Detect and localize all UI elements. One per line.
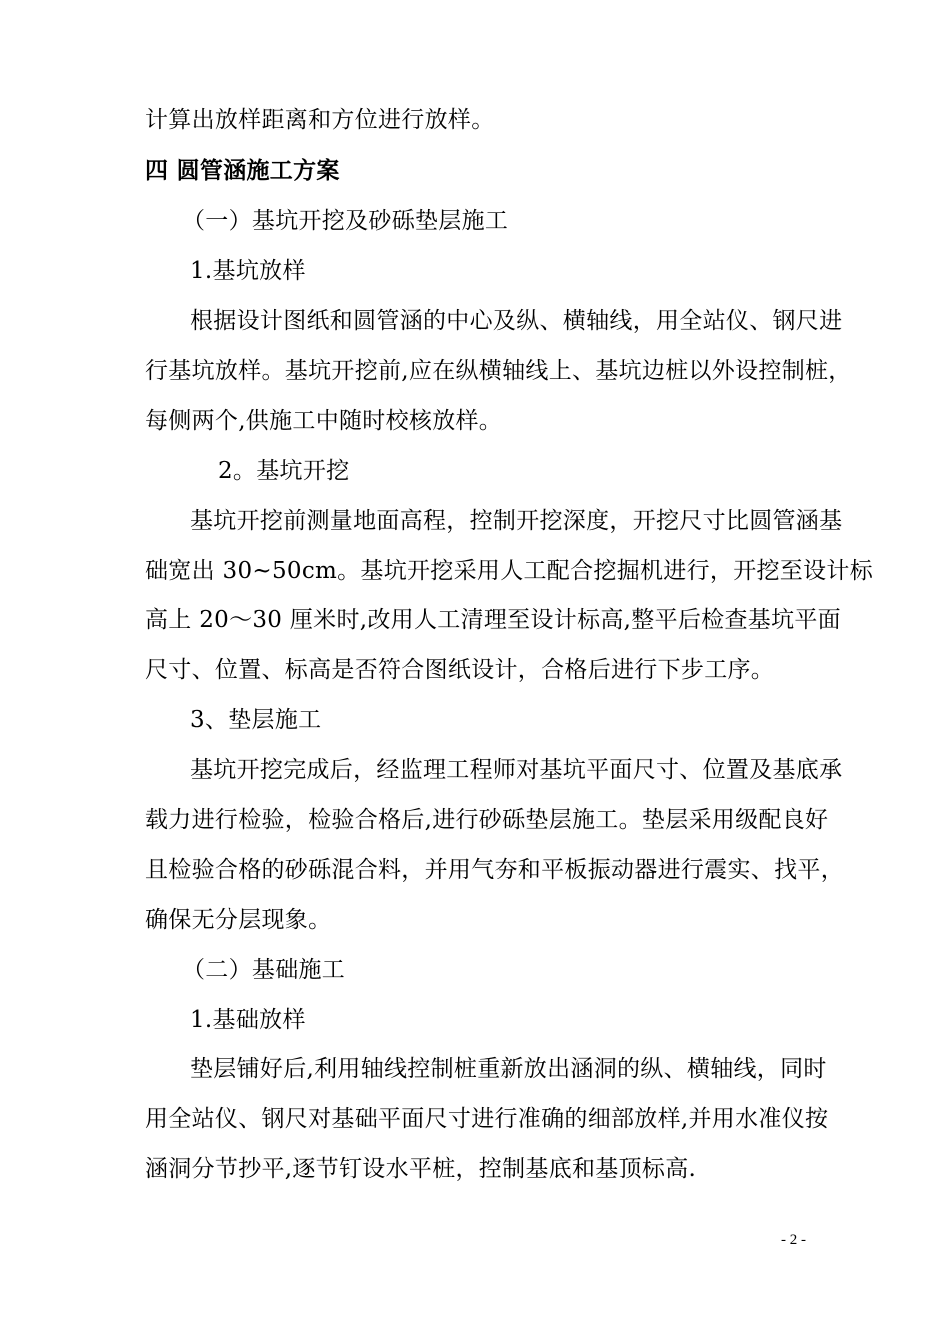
- paragraph-line: 础宽出 30~50cm。基坑开挖采用人工配合挖掘机进行，开挖至设计标: [145, 558, 874, 584]
- section-heading: 四 圆管涵施工方案: [145, 158, 340, 184]
- paragraph-line: 涵洞分节抄平,逐节钉设水平桩，控制基底和基顶标高.: [145, 1156, 697, 1182]
- item-heading: 2。基坑开挖: [218, 458, 350, 484]
- paragraph-line: 用全站仪、钢尺对基础平面尺寸进行准确的细部放样,并用水准仪按: [145, 1106, 829, 1132]
- paragraph-line: 计算出放样距离和方位进行放样。: [145, 107, 495, 133]
- subsection-heading: （一）基坑开挖及砂砾垫层施工: [182, 208, 509, 234]
- paragraph-line: 行基坑放样。基坑开挖前,应在纵横轴线上、基坑边桩以外设控制桩，: [145, 358, 852, 384]
- paragraph-line: 且检验合格的砂砾混合料，并用气夯和平板振动器进行震实、找平，: [145, 857, 844, 883]
- item-heading: 3、垫层施工: [190, 707, 322, 733]
- paragraph-line: 基坑开挖前测量地面高程，控制开挖深度，开挖尺寸比圆管涵基: [190, 508, 843, 534]
- page-number: - 2 -: [781, 1232, 806, 1248]
- paragraph-line: 载力进行检验，检验合格后,进行砂砾垫层施工。垫层采用级配良好: [145, 807, 829, 833]
- paragraph-line: 尺寸、位置、标高是否符合图纸设计，合格后进行下步工序。: [145, 657, 775, 683]
- item-heading: 1.基础放样: [190, 1007, 306, 1033]
- paragraph-line: 每侧两个,供施工中随时校核放样。: [145, 408, 503, 434]
- paragraph-line: 高上 20～30 厘米时,改用人工清理至设计标高,整平后检查基坑平面: [145, 607, 841, 633]
- paragraph-line: 基坑开挖完成后，经监理工程师对基坑平面尺寸、位置及基底承: [190, 757, 843, 783]
- subsection-heading: （二）基础施工: [182, 957, 346, 983]
- paragraph-line: 垫层铺好后,利用轴线控制桩重新放出涵洞的纵、横轴线，同时: [190, 1056, 827, 1082]
- paragraph-line: 确保无分层现象。: [145, 907, 332, 933]
- paragraph-line: 根据设计图纸和圆管涵的中心及纵、横轴线，用全站仪、钢尺进: [190, 308, 843, 334]
- item-heading: 1.基坑放样: [190, 258, 306, 284]
